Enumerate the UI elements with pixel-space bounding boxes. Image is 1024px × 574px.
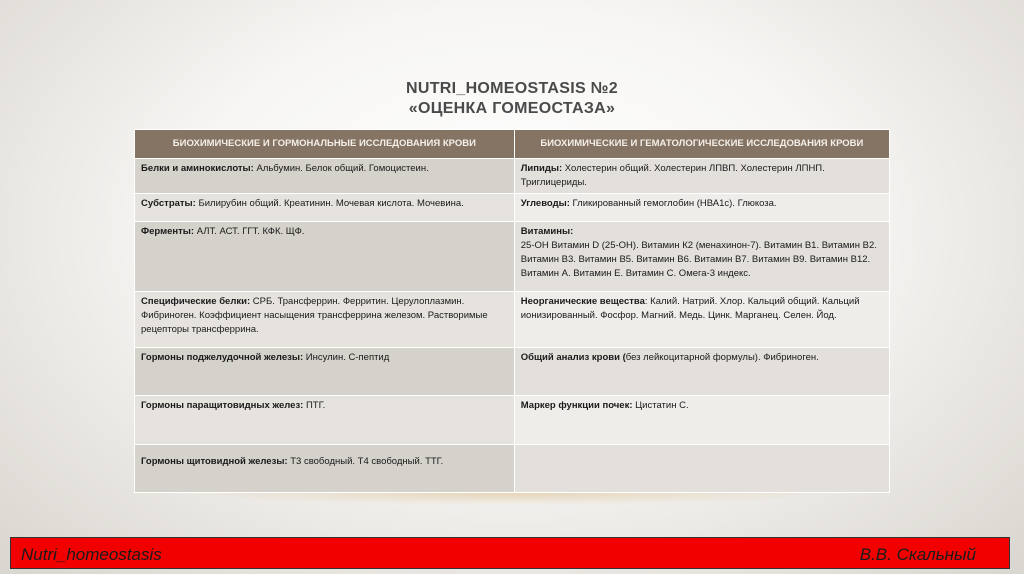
- table-cell: Ферменты: АЛТ. АСТ. ГГТ. КФК. ЩФ.: [135, 222, 515, 292]
- table-row: [135, 348, 890, 396]
- table-row: [135, 445, 890, 493]
- slide-title-line-1: NUTRI_HOMEOSTASIS №2: [405, 80, 618, 97]
- table-header-row: [135, 130, 890, 159]
- tests-table: [134, 129, 890, 493]
- table-shadow: [180, 493, 840, 505]
- footer-author: В.В. Скальный: [859, 545, 976, 564]
- table-cell-empty: [514, 445, 889, 493]
- table-cell: Гормоны паращитовидных желез: ПТГ.: [135, 396, 515, 445]
- table-cell: Гормоны щитовидной железы: Т3 свободный. Т4 свободный. ТТГ.: [135, 445, 515, 493]
- table-cell: Общий анализ крови (без лейкоцитарной формулы). Фибриноген.: [514, 348, 889, 396]
- table-cell: Специфические белки: СРБ. Трансферрин. Ферритин. Церулоплазмин. Фибриноген. Коэффициент насыщения трансферрина железом. Растворимые рецепторы трансферрина.: [135, 292, 515, 348]
- table-cell: Маркер функции почек: Цистатин С.: [514, 396, 889, 445]
- table-cell: Белки и аминокислоты: Альбумин. Белок общий. Гомоцистеин.: [135, 159, 515, 194]
- table-cell: Углеводы: Гликированный гемоглобин (НВА1с). Глюкоза.: [514, 194, 889, 222]
- header-biochem-hematological: БИОХИМИЧЕСКИЕ И ГЕМАТОЛОГИЧЕСКИЕ ИССЛЕДОВАНИЯ КРОВИ: [514, 130, 889, 159]
- table-cell: Липиды: Холестерин общий. Холестерин ЛПВП. Холестерин ЛПНП. Триглицериды.: [514, 159, 889, 194]
- footer-bar: [10, 537, 1010, 569]
- table-row: [135, 222, 890, 292]
- table-row: [135, 194, 890, 222]
- table-cell: Гормоны поджелудочной железы: Инсулин. С-пептид: [135, 348, 515, 396]
- table-row: [135, 292, 890, 348]
- table-row: [135, 396, 890, 445]
- slide-title-line-2: «ОЦЕНКА ГОМЕОСТАЗА»: [408, 100, 616, 117]
- table-cell: Неорганические вещества: Калий. Натрий. Хлор. Кальций общий. Кальций ионизированный. Фосфор. Магний. Медь. Цинк. Марганец. Селен. Йод.: [514, 292, 889, 348]
- header-biochem-hormonal: БИОХИМИЧЕСКИЕ И ГОРМОНАЛЬНЫЕ ИССЛЕДОВАНИЯ КРОВИ: [135, 130, 515, 159]
- footer-left-text: Nutri_homeostasis: [21, 545, 162, 564]
- table-cell: Витамины: 25-ОН Витамин D (25-ОН). Витамин К2 (менахинон-7). Витамин В1. Витамин В2. Витамин В3. Витамин В5. Витамин В6. Витамин В7. Витамин В9. Витамин В12. Витамин А. Витамин Е. Витамин С. Омега-3 индекс.: [514, 222, 889, 292]
- table-row: [135, 159, 890, 194]
- table-cell: Субстраты: Билирубин общий. Креатинин. Мочевая кислота. Мочевина.: [135, 194, 515, 222]
